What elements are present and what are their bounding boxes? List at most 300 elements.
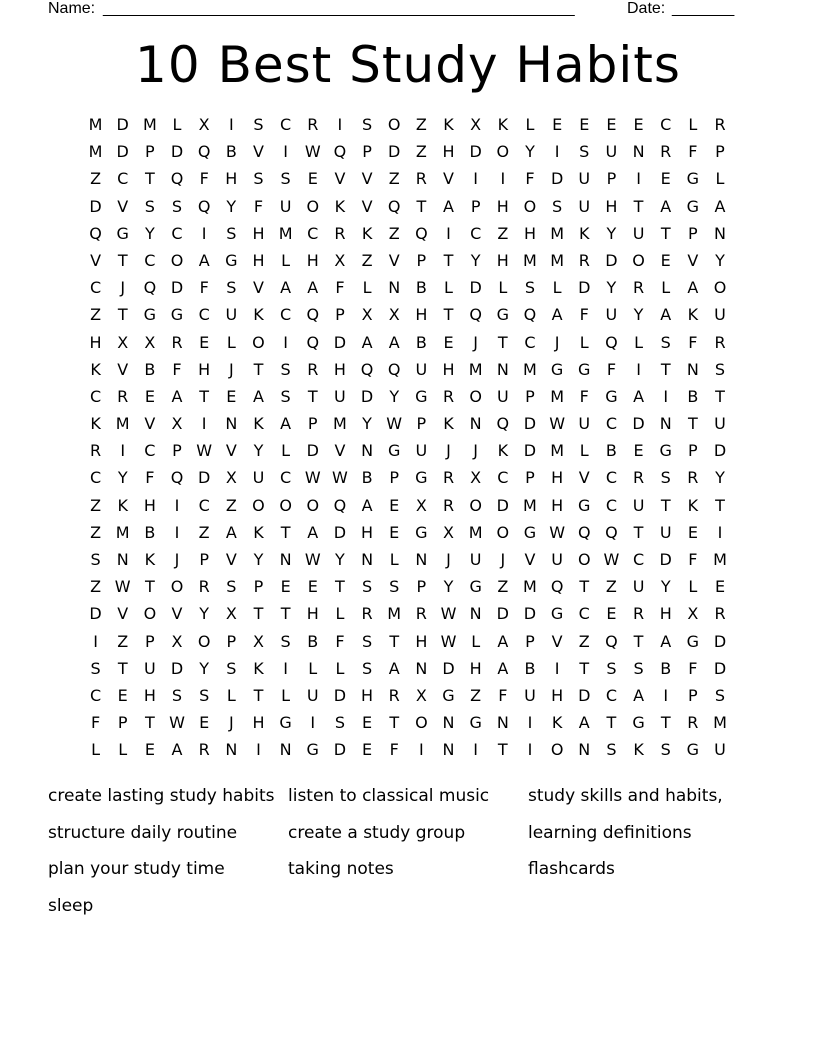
grid-letter[interactable]: L [444,278,453,298]
grid-letter[interactable]: G [415,386,428,406]
grid-letter[interactable]: R [660,142,672,162]
grid-letter[interactable]: M [550,386,565,406]
grid-letter[interactable]: Q [469,305,482,325]
grid-letter[interactable]: N [388,278,401,298]
grid-letter[interactable]: S [606,658,617,678]
grid-letter[interactable]: O [387,115,401,134]
grid-letter[interactable]: G [388,441,401,461]
grid-letter[interactable]: N [469,414,482,434]
grid-letter[interactable]: U [632,223,645,243]
grid-letter[interactable]: P [416,414,427,434]
grid-letter[interactable]: V [388,250,400,270]
grid-letter[interactable]: N [496,359,509,379]
grid-letter[interactable]: D [170,142,184,162]
grid-letter[interactable]: D [713,658,727,678]
grid-letter[interactable]: Z [415,115,427,134]
grid-letter[interactable]: W [549,414,566,434]
grid-letter[interactable]: S [171,685,183,705]
grid-letter[interactable]: S [389,577,400,597]
grid-letter[interactable]: P [226,631,237,651]
grid-letter[interactable]: E [389,522,400,542]
grid-letter[interactable]: U [659,522,672,542]
grid-letter[interactable]: I [283,658,288,678]
grid-letter[interactable]: H [523,223,536,243]
grid-letter[interactable]: O [523,196,537,216]
grid-letter[interactable]: V [117,196,129,216]
grid-letter[interactable]: J [174,550,180,569]
grid-letter[interactable]: M [523,495,537,515]
grid-letter[interactable]: W [169,713,185,733]
grid-letter[interactable]: Q [387,359,401,379]
grid-letter[interactable]: K [144,550,156,569]
grid-letter[interactable]: U [279,196,292,216]
grid-letter[interactable]: D [360,386,374,406]
grid-letter[interactable]: N [279,740,292,760]
grid-letter[interactable]: C [144,441,156,461]
grid-letter[interactable]: P [416,577,427,597]
grid-letter[interactable]: W [440,604,457,624]
grid-letter[interactable]: P [145,631,155,651]
grid-letter[interactable]: M [550,250,565,270]
grid-letter[interactable]: P [117,713,128,733]
grid-letter[interactable]: R [117,386,129,406]
grid-letter[interactable]: J [473,441,479,461]
grid-letter[interactable]: R [633,468,645,488]
grid-letter[interactable]: G [605,386,618,406]
grid-letter[interactable]: P [715,142,725,162]
grid-letter[interactable]: Z [578,631,590,651]
grid-letter[interactable]: D [388,142,401,162]
grid-letter[interactable]: X [252,631,264,651]
grid-letter[interactable]: Y [633,305,644,325]
grid-letter[interactable]: K [579,223,590,243]
grid-letter[interactable]: I [283,332,288,352]
grid-letter[interactable]: A [388,658,400,678]
grid-letter[interactable]: E [633,441,644,461]
grid-letter[interactable]: Q [415,223,428,243]
grid-letter[interactable]: T [117,250,128,270]
grid-letter[interactable]: U [551,550,563,569]
grid-letter[interactable]: S [280,386,291,406]
grid-letter[interactable]: O [713,278,727,298]
grid-letter[interactable]: H [469,658,482,678]
grid-letter[interactable]: M [142,115,157,134]
grid-letter[interactable]: I [201,223,207,243]
grid-letter[interactable]: Y [226,196,237,216]
grid-letter[interactable]: K [253,658,264,678]
grid-letter[interactable]: U [714,305,726,325]
grid-letter[interactable]: E [144,386,155,406]
grid-letter[interactable]: G [550,359,564,379]
grid-letter[interactable]: V [117,604,129,624]
grid-letter[interactable]: C [280,468,292,488]
grid-letter[interactable]: T [117,305,128,325]
grid-letter[interactable]: E [280,577,291,597]
grid-letter[interactable]: Z [225,495,237,515]
grid-letter[interactable]: T [307,386,318,406]
grid-letter[interactable]: F [145,468,155,488]
grid-letter[interactable]: W [304,142,321,162]
grid-letter[interactable]: C [578,604,590,624]
grid-letter[interactable]: D [116,115,129,134]
grid-letter[interactable]: Y [715,250,725,270]
grid-letter[interactable]: J [446,441,451,461]
grid-letter[interactable]: D [333,740,347,760]
grid-letter[interactable]: R [633,278,645,298]
grid-letter[interactable]: O [252,332,265,352]
grid-letter[interactable]: Q [333,142,347,162]
grid-letter[interactable]: V [90,250,102,270]
grid-letter[interactable]: T [280,604,291,624]
grid-letter[interactable]: E [443,332,454,352]
grid-letter[interactable]: V [171,604,183,624]
grid-letter[interactable]: A [171,740,183,760]
grid-letter[interactable]: I [500,169,506,189]
grid-letter[interactable]: K [361,223,373,243]
grid-letter[interactable]: T [579,658,590,678]
grid-letter[interactable]: R [307,359,319,379]
grid-letter[interactable]: H [143,495,156,515]
grid-letter[interactable]: D [713,631,727,651]
grid-letter[interactable]: C [497,468,509,488]
grid-letter[interactable]: I [283,142,288,162]
grid-letter[interactable]: G [306,740,319,760]
grid-letter[interactable]: Z [90,169,102,189]
grid-letter[interactable]: I [228,115,234,134]
grid-letter[interactable]: M [115,522,130,542]
grid-letter[interactable]: S [361,631,373,651]
grid-letter[interactable]: O [469,495,482,515]
grid-letter[interactable]: B [307,631,319,651]
grid-letter[interactable]: I [554,658,560,678]
grid-letter[interactable]: N [714,223,726,243]
grid-letter[interactable]: D [605,250,618,270]
grid-letter[interactable]: H [252,713,265,733]
grid-letter[interactable]: U [144,658,156,678]
grid-letter[interactable]: M [550,441,565,461]
grid-letter[interactable]: G [170,305,184,325]
grid-letter[interactable]: D [89,196,102,216]
grid-letter[interactable]: X [388,305,400,325]
grid-letter[interactable]: L [634,332,644,352]
grid-letter[interactable]: S [361,577,373,597]
grid-letter[interactable]: N [442,713,455,733]
grid-letter[interactable]: Y [117,468,128,488]
grid-letter[interactable]: D [116,142,129,162]
grid-letter[interactable]: F [579,386,589,406]
grid-letter[interactable]: M [523,359,537,379]
grid-letter[interactable]: O [577,550,591,569]
grid-letter[interactable]: A [443,196,454,216]
grid-letter[interactable]: V [443,169,454,189]
grid-letter[interactable]: B [225,142,237,162]
grid-letter[interactable]: A [633,386,645,406]
grid-letter[interactable]: L [172,115,182,134]
grid-letter[interactable]: R [633,604,645,624]
grid-letter[interactable]: V [551,631,563,651]
grid-letter[interactable]: E [362,713,373,733]
grid-letter[interactable]: A [687,278,699,298]
grid-letter[interactable]: Q [143,278,157,298]
grid-letter[interactable]: Q [550,577,564,597]
grid-letter[interactable]: P [253,577,264,597]
grid-letter[interactable]: O [170,250,184,270]
grid-letter[interactable]: C [280,115,292,134]
grid-letter[interactable]: U [578,169,591,189]
grid-letter[interactable]: S [660,740,671,760]
grid-letter[interactable]: I [174,495,180,515]
grid-letter[interactable]: S [253,115,264,134]
grid-letter[interactable]: G [659,441,672,461]
grid-letter[interactable]: K [497,115,509,134]
grid-letter[interactable]: T [253,604,264,624]
grid-letter[interactable]: R [171,332,183,352]
grid-letter[interactable]: T [660,223,671,243]
grid-letter[interactable]: P [389,468,400,488]
grid-letter[interactable]: L [552,278,562,298]
grid-letter[interactable]: A [660,196,672,216]
grid-letter[interactable]: T [579,577,590,597]
grid-letter[interactable]: A [714,196,726,216]
grid-letter[interactable]: A [361,332,373,352]
grid-letter[interactable]: H [551,495,564,515]
grid-letter[interactable]: F [90,713,101,733]
grid-letter[interactable]: S [199,685,210,705]
grid-letter[interactable]: T [715,386,725,406]
grid-letter[interactable]: K [633,740,644,760]
grid-letter[interactable]: L [281,441,291,461]
grid-letter[interactable]: N [686,359,699,379]
grid-letter[interactable]: U [605,142,618,162]
grid-letter[interactable]: C [660,115,672,134]
grid-letter[interactable]: N [225,740,238,760]
grid-letter[interactable]: E [199,332,210,352]
grid-letter[interactable]: E [606,115,617,134]
grid-letter[interactable]: H [252,223,265,243]
grid-letter[interactable]: T [443,250,454,270]
grid-letter[interactable]: A [307,278,319,298]
grid-letter[interactable]: P [172,441,182,461]
grid-letter[interactable]: A [660,631,672,651]
grid-letter[interactable]: E [687,522,698,542]
grid-letter[interactable]: N [361,550,374,569]
grid-letter[interactable]: D [578,278,591,298]
grid-letter[interactable]: A [252,386,264,406]
grid-letter[interactable]: X [443,522,454,542]
grid-letter[interactable]: R [90,441,102,461]
grid-letter[interactable]: Y [606,223,617,243]
grid-letter[interactable]: G [143,305,157,325]
grid-letter[interactable]: Q [306,332,320,352]
grid-letter[interactable]: M [468,522,483,542]
grid-letter[interactable]: P [688,685,698,705]
grid-letter[interactable]: P [362,142,372,162]
grid-letter[interactable]: C [117,169,129,189]
grid-letter[interactable]: G [469,713,482,733]
grid-letter[interactable]: T [144,577,155,597]
grid-letter[interactable]: Q [523,305,537,325]
grid-letter[interactable]: S [361,658,373,678]
grid-letter[interactable]: Q [333,495,347,515]
grid-letter[interactable]: G [686,631,700,651]
grid-letter[interactable]: X [225,604,237,624]
grid-letter[interactable]: I [527,713,533,733]
grid-letter[interactable]: N [442,740,455,760]
grid-letter[interactable]: D [550,169,564,189]
grid-letter[interactable]: S [90,550,101,569]
grid-letter[interactable]: E [633,115,644,134]
grid-letter[interactable]: D [496,495,509,515]
grid-letter[interactable]: O [252,495,265,515]
grid-letter[interactable]: E [660,250,671,270]
grid-letter[interactable]: T [253,685,264,705]
grid-letter[interactable]: T [660,495,671,515]
grid-letter[interactable]: C [89,685,102,705]
grid-letter[interactable]: L [335,604,345,624]
grid-letter[interactable]: T [280,522,291,542]
grid-letter[interactable]: F [688,142,698,162]
grid-letter[interactable]: M [523,577,537,597]
grid-letter[interactable]: G [550,604,564,624]
grid-letter[interactable]: D [333,685,347,705]
grid-letter[interactable]: I [717,522,723,542]
grid-letter[interactable]: X [470,468,482,488]
grid-letter[interactable]: U [632,577,645,597]
grid-letter[interactable]: Y [606,278,617,298]
grid-letter[interactable]: J [554,332,560,352]
grid-letter[interactable]: A [497,631,509,651]
grid-letter[interactable]: O [197,631,211,651]
grid-letter[interactable]: Y [199,658,210,678]
grid-letter[interactable]: H [361,522,374,542]
grid-letter[interactable]: S [552,196,563,216]
grid-letter[interactable]: F [688,332,698,352]
grid-letter[interactable]: G [415,468,428,488]
grid-letter[interactable]: F [253,196,264,216]
grid-letter[interactable]: U [225,305,238,325]
grid-letter[interactable]: R [388,685,400,705]
grid-letter[interactable]: O [632,250,645,270]
grid-letter[interactable]: D [659,550,672,569]
grid-letter[interactable]: H [551,468,564,488]
grid-letter[interactable]: Y [253,441,264,461]
grid-letter[interactable]: Q [170,169,184,189]
grid-letter[interactable]: S [714,685,726,705]
grid-letter[interactable]: G [225,250,238,270]
grid-letter[interactable]: A [361,495,373,515]
grid-letter[interactable]: F [579,305,589,325]
grid-letter[interactable]: X [117,332,129,352]
grid-letter[interactable]: P [307,414,318,434]
grid-letter[interactable]: D [333,332,347,352]
grid-letter[interactable]: M [523,250,537,270]
grid-letter[interactable]: X [470,115,482,134]
grid-letter[interactable]: T [660,713,671,733]
grid-letter[interactable]: E [579,115,590,134]
grid-letter[interactable]: P [470,196,481,216]
grid-letter[interactable]: H [306,250,319,270]
grid-letter[interactable]: R [442,468,455,488]
grid-letter[interactable]: J [120,278,126,298]
grid-letter[interactable]: Z [497,223,509,243]
grid-letter[interactable]: O [469,386,482,406]
grid-letter[interactable]: N [361,441,374,461]
grid-letter[interactable]: X [171,414,183,434]
grid-letter[interactable]: S [171,196,183,216]
grid-letter[interactable]: D [523,604,537,624]
grid-letter[interactable]: C [198,495,210,515]
grid-letter[interactable]: G [116,223,129,243]
grid-letter[interactable]: F [525,169,535,189]
grid-letter[interactable]: D [170,278,184,298]
grid-letter[interactable]: H [442,142,455,162]
grid-letter[interactable]: L [281,685,291,705]
grid-letter[interactable]: Z [415,142,427,162]
grid-letter[interactable]: H [306,604,319,624]
grid-letter[interactable]: T [335,577,345,597]
grid-letter[interactable]: R [578,250,590,270]
grid-letter[interactable]: A [171,386,183,406]
grid-letter[interactable]: G [578,495,591,515]
grid-letter[interactable]: U [334,386,346,406]
grid-letter[interactable]: H [415,305,428,325]
grid-letter[interactable]: H [496,196,509,216]
grid-letter[interactable]: Z [117,631,129,651]
grid-letter[interactable]: V [144,414,156,434]
grid-letter[interactable]: I [473,169,479,189]
grid-letter[interactable]: L [688,577,698,597]
grid-letter[interactable]: X [415,685,427,705]
grid-letter[interactable]: O [170,577,184,597]
grid-letter[interactable]: Z [90,305,102,325]
grid-letter[interactable]: P [145,142,155,162]
grid-letter[interactable]: C [89,468,102,488]
grid-letter[interactable]: T [416,196,427,216]
grid-letter[interactable]: R [334,223,346,243]
grid-letter[interactable]: D [713,441,727,461]
grid-letter[interactable]: R [714,115,726,134]
grid-letter[interactable]: W [304,468,321,488]
grid-letter[interactable]: V [334,441,346,461]
grid-letter[interactable]: Z [361,250,373,270]
grid-letter[interactable]: W [603,550,620,569]
grid-letter[interactable]: S [660,468,671,488]
grid-letter[interactable]: T [687,414,698,434]
grid-letter[interactable]: M [713,550,727,569]
grid-letter[interactable]: A [578,713,590,733]
grid-letter[interactable]: Z [90,522,102,542]
grid-letter[interactable]: R [714,332,726,352]
grid-letter[interactable]: P [525,631,535,651]
grid-letter[interactable]: I [93,631,98,651]
grid-letter[interactable]: L [281,250,291,270]
grid-letter[interactable]: Z [497,577,509,597]
grid-letter[interactable]: Y [389,386,400,406]
grid-letter[interactable]: R [714,604,726,624]
grid-letter[interactable]: K [117,495,128,515]
grid-letter[interactable]: R [687,713,699,733]
grid-letter[interactable]: Y [443,577,454,597]
grid-letter[interactable]: J [228,359,234,379]
grid-letter[interactable]: F [606,359,617,379]
grid-letter[interactable]: C [171,223,183,243]
grid-letter[interactable]: X [415,495,427,515]
grid-letter[interactable]: A [280,414,292,434]
grid-letter[interactable]: Q [605,332,618,352]
grid-letter[interactable]: C [524,332,536,352]
grid-letter[interactable]: V [252,278,264,298]
grid-letter[interactable]: F [172,359,182,379]
